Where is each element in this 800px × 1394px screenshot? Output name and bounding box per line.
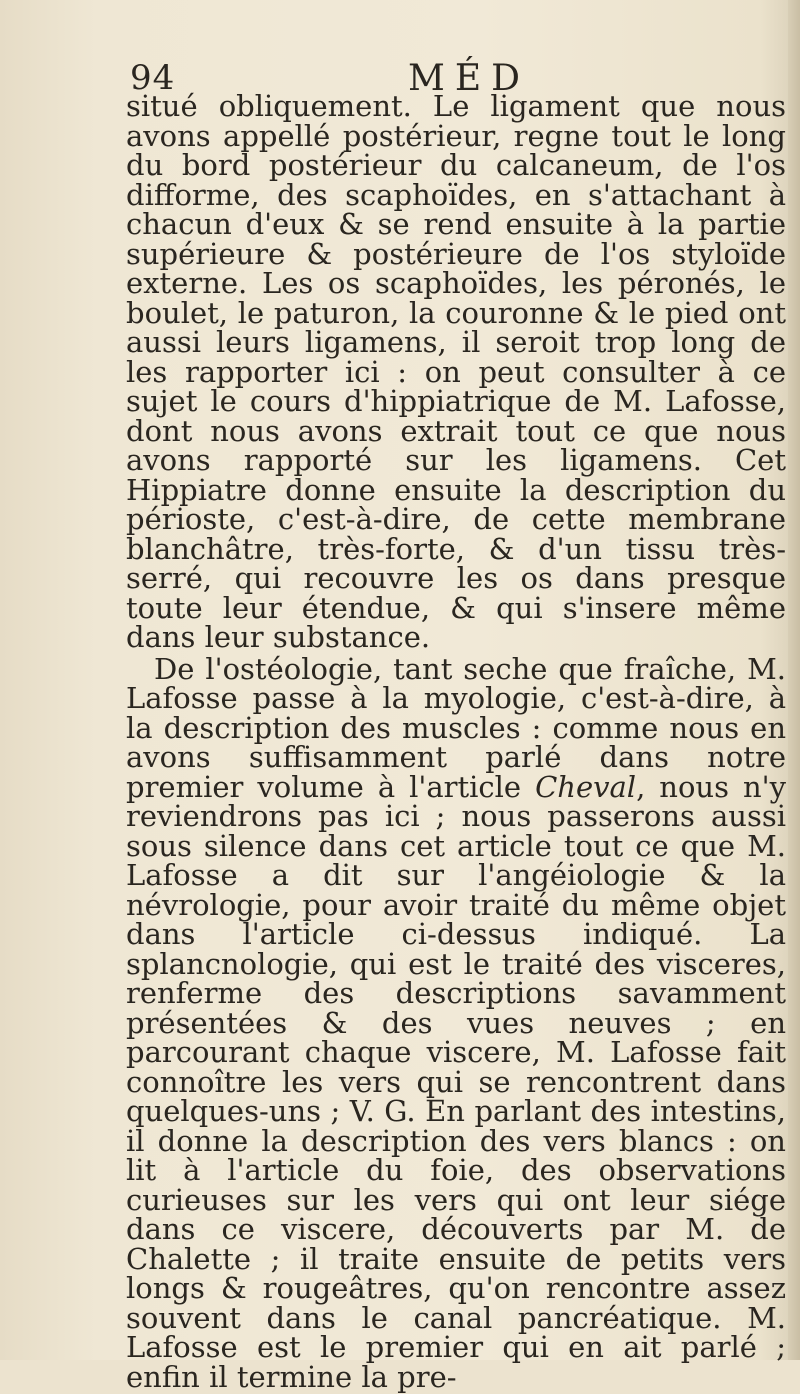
page-number: 94 (130, 58, 176, 98)
paragraph-1: situé obliquement. Le ligament que nous avons appellé postérieur, regne tout le long du bord postérieur du calcaneum, de l'os difforme, des scaphoïdes, en s'attachant à chacun d'eux & se rend ensuite à la partie supérieure & postérieure de l'os styloïde externe. Les os scaphoïdes, les péronés, le boulet, le paturon, la couronne & le pied ont aussi leurs ligamens, il seroit trop long de les rapporter ici : on peut consulter à ce sujet le cours d'hippiatrique de M. Lafosse, dont nous avons extrait tout ce que nous avons rapporté sur les ligamens. Cet Hippiatre donne ensuite la description du périoste, c'est-à-dire, de cette membrane blanchâtre, très-forte, & d'un tissu très-serré, qui recouvre les os dans presque toute leur étendue, & qui s'insere même dans leur substance. (126, 89, 786, 654)
page-edge (788, 0, 800, 1360)
running-head: MÉD (408, 58, 531, 99)
italic-cheval: Cheval (535, 769, 637, 804)
paragraph-2-part-2: , nous n'y reviendrons pas ici ; nous passerons aussi sous silence dans cet article tout ce que M. Lafosse a dit sur l'angéiologie & la névrologie, pour avoir traité du même objet dans l'article ci-dessus indiqué. La splancnologie, qui est le traité des visceres, renferme des descriptions savamment présentées & des vues neuves ; en parcourant chaque viscere, M. Lafosse fait connoître les vers qui se rencontrent dans quelques-uns ; V. G. En parlant des intestins, il donne la description des vers blancs : on lit à l'article du foie, des observations curieuses sur les vers qui ont leur siége dans ce viscere, découverts par M. de Chalette ; il traite ensuite de petits vers longs & rougeâtres, qu'on rencontre assez souvent dans le canal pancréatique. M. Lafosse est le premier qui en ait parlé ; enfin il termine la pre- (126, 769, 787, 1394)
paragraph-2 (126, 651, 787, 1394)
paragraph-2-part-1: De l'ostéologie, tant seche que fraîche, M. Lafosse passe à la myologie, c'est-à-dire, à la description des muscles : comme nous en avons suffisamment parlé dans notre premier volume à l'article (126, 651, 786, 804)
body-text (126, 89, 787, 1394)
